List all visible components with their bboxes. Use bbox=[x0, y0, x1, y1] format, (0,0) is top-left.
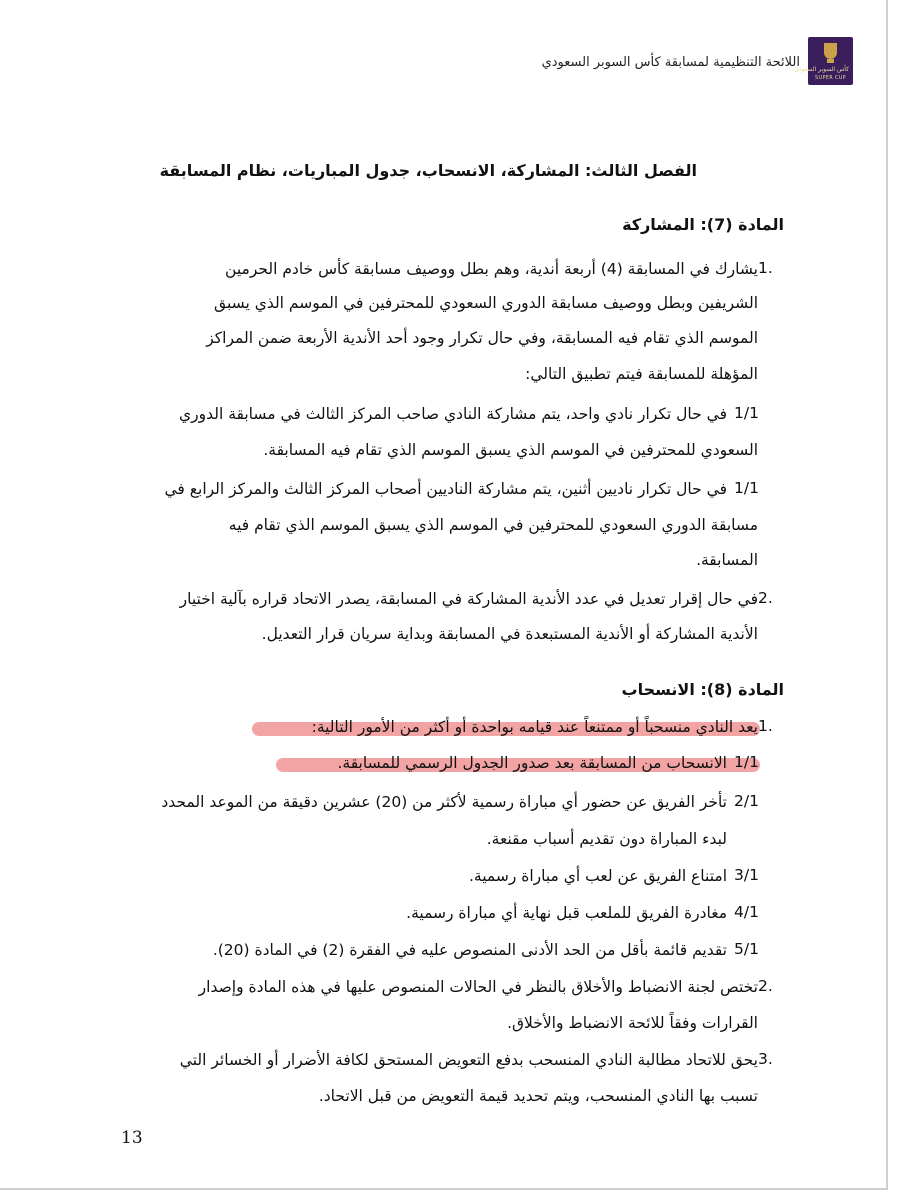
paragraph-line: تختص لجنة الانضباط والأخلاق بالنظر في الحالات المنصوص عليها في هذه المادة وإصدار bbox=[198, 978, 758, 996]
paragraph-line: الشريفين وبطل ووصيف مسابقة الدوري السعودي للمحترفين في الموسم الذي يسبق bbox=[214, 294, 758, 312]
paragraph-line: في حال إقرار تعديل في عدد الأندية المشاركة في المسابقة، يصدر الاتحاد قراره بآلية اختيار bbox=[179, 590, 758, 608]
highlighted-line: الانسحاب من المسابقة بعد صدور الجدول الرسمي للمسابقة. bbox=[337, 754, 727, 772]
article-7-title: المادة (7): المشاركة bbox=[622, 215, 784, 234]
paragraph-line: يحق للاتحاد مطالبة النادي المنسحب بدفع التعويض المستحق لكافة الأضرار أو الخسائر التي bbox=[179, 1051, 758, 1069]
paragraph-line: لبدء المباراة دون تقديم أسباب مقنعة. bbox=[486, 830, 727, 848]
page-number: 13 bbox=[121, 1128, 143, 1148]
paragraph-line: الأندية المشاركة أو الأندية المستبعدة في المسابقة وبداية سريان قرار التعديل. bbox=[261, 625, 758, 643]
item-number: 4/1 bbox=[734, 903, 759, 921]
item-number: 1. bbox=[758, 259, 773, 277]
paragraph-line: امتناع الفريق عن لعب أي مباراة رسمية. bbox=[468, 867, 727, 885]
item-number: 3. bbox=[758, 1050, 773, 1068]
paragraph-line: الموسم الذي تقام فيه المسابقة، وفي حال تكرار وجود أحد الأندية الأربعة ضمن المراكز bbox=[206, 329, 758, 347]
article-8-title: المادة (8): الانسحاب bbox=[621, 680, 784, 699]
item-number: 2. bbox=[758, 589, 773, 607]
trophy-icon bbox=[824, 43, 837, 59]
super-cup-logo: كأس السوبر السعودي SUPER CUP bbox=[808, 37, 853, 85]
paragraph-line: مغادرة الفريق للملعب قبل نهاية أي مباراة رسمية. bbox=[406, 904, 727, 922]
paragraph-line: في حال تكرار نادي واحد، يتم مشاركة النادي صاحب المركز الثالث في مسابقة الدوري bbox=[179, 405, 727, 423]
paragraph-line: تقديم قائمة بأقل من الحد الأدنى المنصوص عليه في الفقرة (2) في المادة (20). bbox=[212, 941, 727, 959]
item-number: 5/1 bbox=[734, 940, 759, 958]
paragraph-line: يشارك في المسابقة (4) أربعة أندية، وهم بطل ووصيف مسابقة كأس خادم الحرمين bbox=[225, 260, 758, 278]
header-title: اللائحة التنظيمية لمسابقة كأس السوبر السعودي bbox=[541, 55, 800, 70]
paragraph-line: القرارات وفقاً للائحة الانضباط والأخلاق. bbox=[507, 1014, 758, 1032]
chapter-title: الفصل الثالث: المشاركة، الانسحاب، جدول المباريات، نظام المسابقة bbox=[159, 161, 697, 180]
item-number: 1/1 bbox=[734, 753, 759, 771]
item-number: 2/1 bbox=[734, 792, 759, 810]
paragraph-line: تأخر الفريق عن حضور أي مباراة رسمية لأكثر من (20) عشرين دقيقة من الموعد المحدد bbox=[161, 793, 727, 811]
paragraph-line: السعودي للمحترفين في الموسم الذي يسبق الموسم الذي تقام فيه المسابقة. bbox=[263, 441, 758, 459]
paragraph-line: المسابقة. bbox=[696, 551, 758, 569]
item-number: 1/1 bbox=[734, 479, 759, 497]
item-number: 2. bbox=[758, 977, 773, 995]
paragraph-line: المؤهلة للمسابقة فيتم تطبيق التالي: bbox=[525, 365, 758, 383]
item-number: 1. bbox=[758, 717, 773, 735]
item-number: 3/1 bbox=[734, 866, 759, 884]
paragraph-line: تسبب بها النادي المنسحب، ويتم تحديد قيمة التعويض من قبل الاتحاد. bbox=[318, 1087, 758, 1105]
paragraph-line: في حال تكرار ناديين أثنين، يتم مشاركة الناديين أصحاب المركز الثالث والمركز الرابع في bbox=[164, 480, 727, 498]
item-number: 1/1 bbox=[734, 404, 759, 422]
paragraph-line: مسابقة الدوري السعودي للمحترفين في الموسم الذي يسبق الموسم الذي تقام فيه bbox=[228, 516, 758, 534]
highlighted-line: يعد النادي منسحباً أو ممتنعاً عند قيامه بواحدة أو أكثر من الأمور التالية: bbox=[311, 718, 758, 736]
